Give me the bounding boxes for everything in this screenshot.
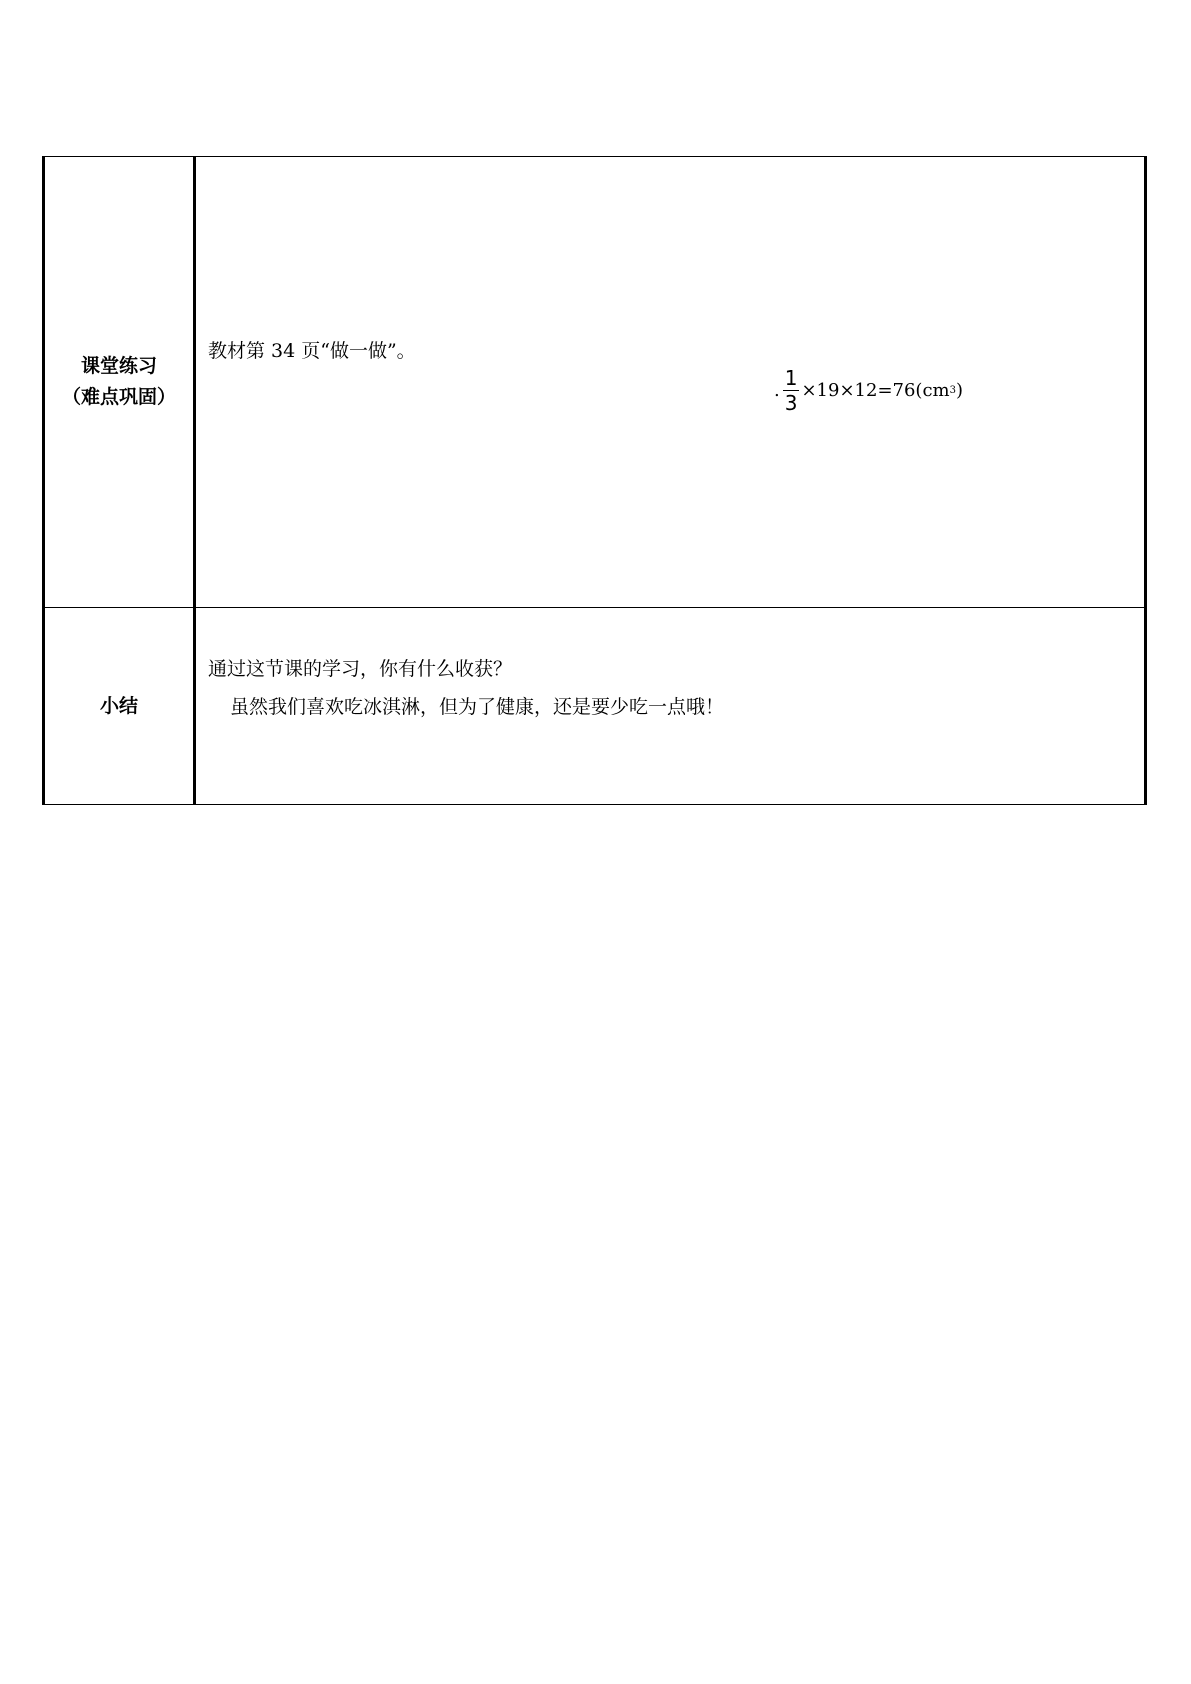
- summary-answer: 虽然我们喜欢吃冰淇淋，但为了健康，还是要少吃一点哦！: [230, 696, 725, 718]
- table-row-summary: [44, 608, 1146, 805]
- volume-formula: [774, 367, 963, 414]
- summary-question: 通过这节课的学习，你有什么收获？: [208, 658, 513, 680]
- row-label-line: 小结: [99, 694, 138, 717]
- summary-content: [196, 608, 1144, 804]
- practice-instruction: 教材第 34 页“做一做”。: [208, 340, 416, 362]
- lesson-table: [42, 156, 1147, 805]
- row-label-line: 课堂练习: [80, 355, 157, 377]
- formula-superscript: 3: [949, 385, 956, 396]
- row-content-summary: [195, 608, 1146, 805]
- fraction-denominator: 3: [784, 391, 798, 415]
- formula-prefix: .: [774, 380, 780, 401]
- row-label-summary: [44, 608, 195, 805]
- table-row-practice: [44, 157, 1146, 608]
- formula-expression: ×19×12=76(cm: [801, 380, 950, 401]
- fraction-one-third: [783, 367, 800, 414]
- practice-content: [196, 157, 1144, 607]
- row-label-line: （难点巩固）: [61, 386, 176, 408]
- formula-suffix: ): [955, 380, 964, 401]
- row-content-practice: [195, 157, 1146, 608]
- row-label-practice: [44, 157, 195, 608]
- fraction-numerator: 1: [784, 366, 798, 390]
